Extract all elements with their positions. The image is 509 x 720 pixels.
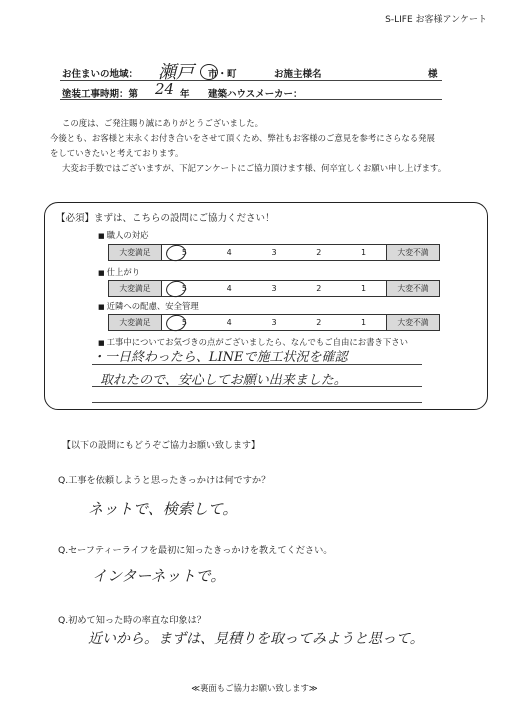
scale-value-1[interactable]: 1 bbox=[361, 318, 367, 327]
comment-line-3 bbox=[92, 402, 422, 403]
intro-line-1: この度は、ご発注賜り誠にありがとうございました。 bbox=[62, 118, 263, 128]
question-1: Q.工事を依頼しようと思ったきっかけは何ですか？ bbox=[58, 475, 271, 486]
scale-value-1[interactable]: 1 bbox=[361, 284, 367, 293]
question-2: Q.セーフティーライフを最初に知ったきっかけを教えてください。 bbox=[58, 545, 333, 556]
house-maker-label: 建築ハウスメーカー： bbox=[208, 89, 303, 100]
required-title: 【必須】まずは、こちらの設問にご協力ください！ bbox=[56, 213, 275, 224]
optional-title: 【以下の設問にもどうぞご協力お願い致します】 bbox=[62, 441, 261, 451]
scale-value-5[interactable]: 5 bbox=[181, 318, 187, 327]
scale-value-4[interactable]: 4 bbox=[226, 318, 232, 327]
scale-value-2[interactable]: 2 bbox=[316, 248, 322, 257]
area-unit: 市・町 bbox=[208, 69, 237, 80]
period-label: 塗装工事時期：第 bbox=[62, 89, 139, 100]
comment-label: ■ 工事中についてお気づきの点がございましたら、なんでもご自由にお書き下さい bbox=[98, 336, 408, 348]
rating-scale-safety[interactable] bbox=[108, 314, 440, 331]
scale-right-label: 大変不満 bbox=[386, 315, 439, 330]
info-line-1 bbox=[60, 80, 442, 81]
answer-2: インターネットで。 bbox=[92, 567, 226, 585]
scale-value-4[interactable]: 4 bbox=[226, 248, 232, 257]
scale-value-5[interactable]: 5 bbox=[181, 284, 187, 293]
period-value: 24 bbox=[155, 80, 175, 98]
scale-left-label: 大変満足 bbox=[109, 281, 162, 296]
owner-name-label: お施主様名 bbox=[274, 69, 322, 80]
intro-line-3: をしていきたいと考えております。 bbox=[50, 148, 184, 158]
scale-value-1[interactable]: 1 bbox=[361, 248, 367, 257]
area-value: 瀬戸 bbox=[158, 62, 194, 83]
scale-value-2[interactable]: 2 bbox=[316, 284, 322, 293]
scale-value-3[interactable]: 3 bbox=[271, 284, 277, 293]
intro-line-2: 今後とも、お客様と末永くお付き合いをさせて頂くため、弊社もお客様のご意見を参考にさらなる発展 bbox=[50, 133, 435, 143]
intro-line-4: 大変お手数ではございますが、下記アンケートにご協力頂けます様、何卒宜しくお願い申し上げます。 bbox=[62, 163, 447, 173]
period-unit: 年 bbox=[180, 89, 190, 100]
area-label: お住まいの地域： bbox=[62, 69, 139, 80]
comment-answer-line-1: ・一日終わったら、LINEで施工状況を確認 bbox=[92, 350, 348, 365]
scale-left-label: 大変満足 bbox=[109, 315, 162, 330]
scale-value-3[interactable]: 3 bbox=[271, 248, 277, 257]
rating-scale-finish[interactable] bbox=[108, 280, 440, 297]
item-finish-label: ■ 仕上がり bbox=[98, 266, 140, 278]
survey-brand-header: S-LIFE お客様アンケート bbox=[385, 15, 487, 25]
comment-line-2 bbox=[92, 386, 422, 387]
item-safety-label: ■ 近隣への配慮、安全管理 bbox=[98, 300, 199, 312]
comment-line-1 bbox=[92, 364, 422, 365]
rating-scale-craftsman[interactable] bbox=[108, 244, 440, 261]
comment-answer-line-2: 取れたので、安心してお願い出来ました。 bbox=[100, 373, 347, 388]
footer-note: ≪裏面もご協力お願い致します≫ bbox=[191, 683, 318, 693]
scale-right-label: 大変不満 bbox=[386, 245, 439, 260]
owner-name-suffix: 様 bbox=[428, 69, 438, 80]
answer-1: ネットで、検索して。 bbox=[88, 500, 238, 518]
scale-left-label: 大変満足 bbox=[109, 245, 162, 260]
scale-value-4[interactable]: 4 bbox=[226, 284, 232, 293]
answer-3: 近いから。まずは、見積りを取ってみようと思って。 bbox=[88, 631, 424, 647]
question-3: Q.初めて知った時の率直な印象は？ bbox=[58, 615, 206, 626]
area-unit-circle bbox=[200, 64, 218, 80]
scale-value-3[interactable]: 3 bbox=[271, 318, 277, 327]
info-line-2 bbox=[60, 99, 442, 100]
scale-value-2[interactable]: 2 bbox=[316, 318, 322, 327]
item-craftsman-label: ■ 職人の対応 bbox=[98, 229, 149, 241]
scale-right-label: 大変不満 bbox=[386, 281, 439, 296]
scale-value-5[interactable]: 5 bbox=[181, 248, 187, 257]
